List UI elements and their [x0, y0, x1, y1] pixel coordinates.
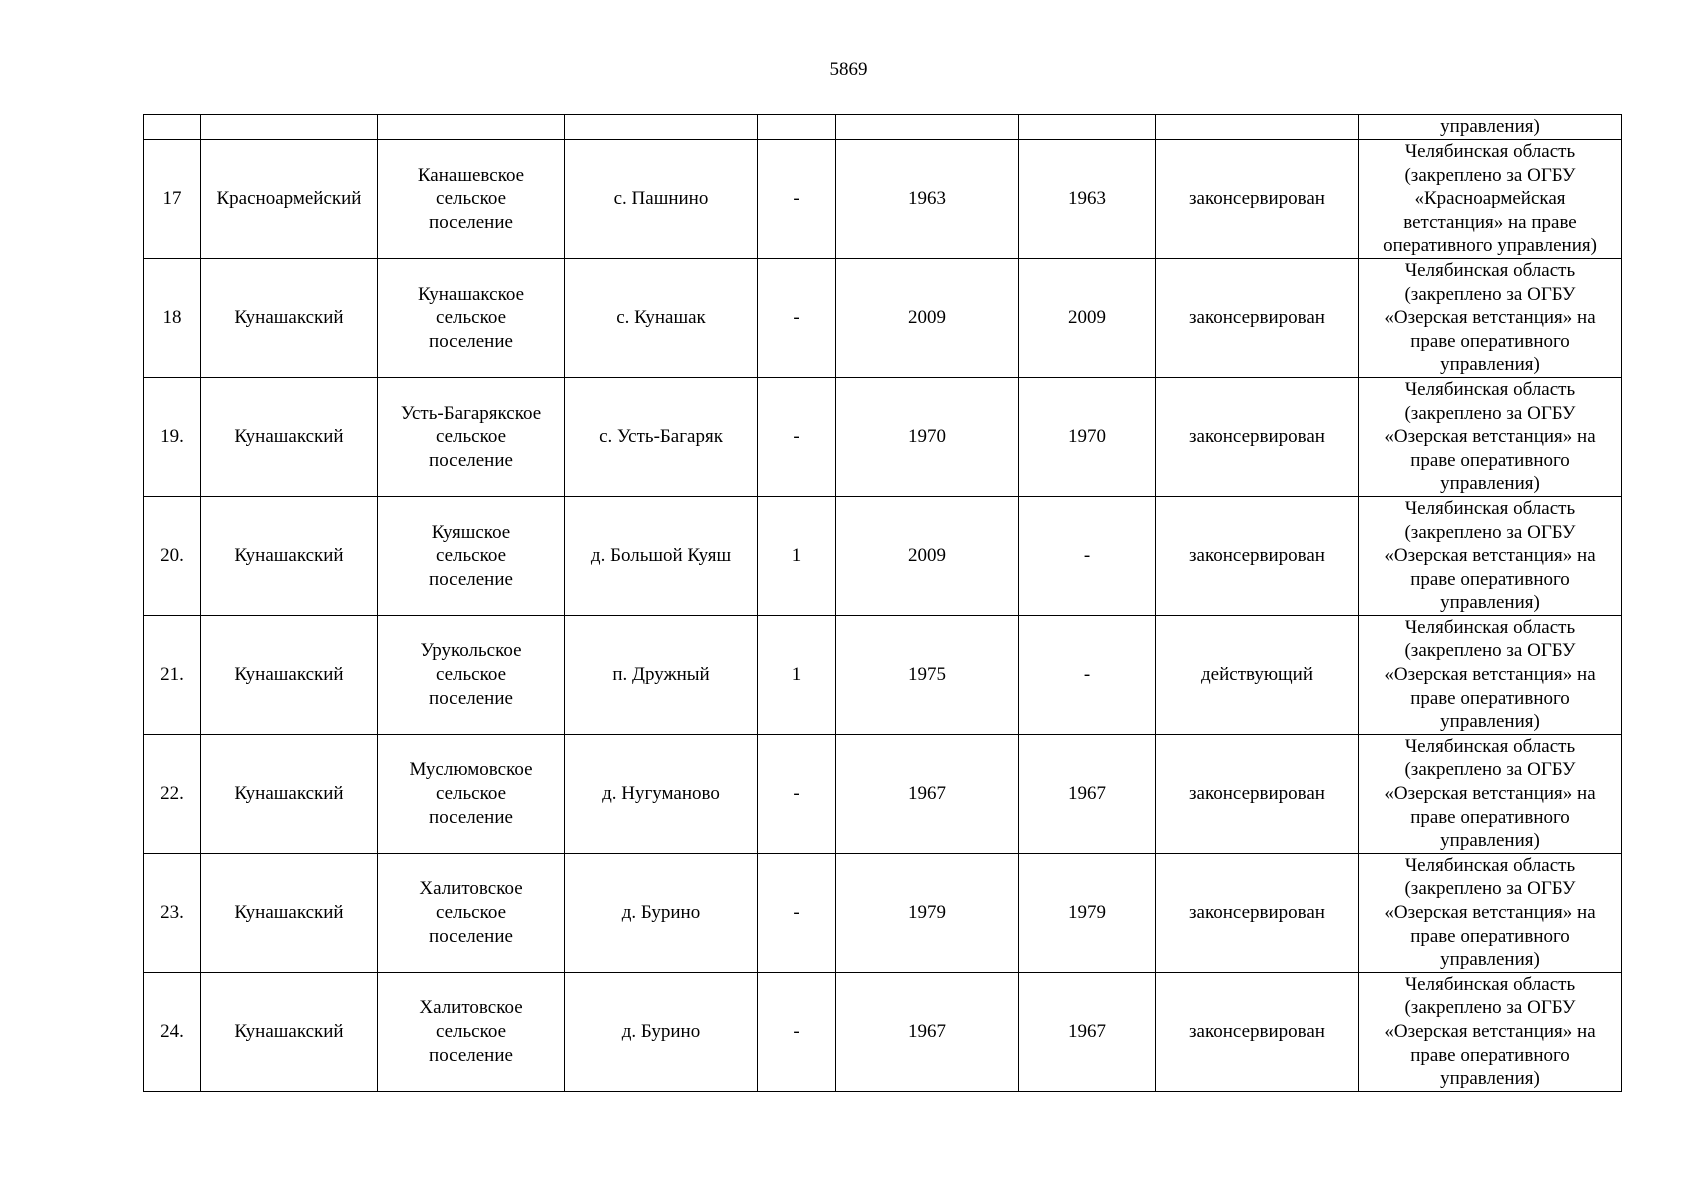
cont-cell: [836, 115, 1019, 140]
table-row: [144, 972, 1622, 1091]
cell-district: Кунашакский: [201, 258, 378, 377]
cell-status: законсервирован: [1156, 140, 1359, 259]
cell-num: 21.: [144, 615, 201, 734]
table-row: [144, 615, 1622, 734]
cell-year-built: 1979: [836, 853, 1019, 972]
cell-status: законсервирован: [1156, 853, 1359, 972]
cell-year-closed: -: [1019, 496, 1156, 615]
cell-settlement: Халитовское сельское поселение: [378, 972, 565, 1091]
cell-year-closed: 1967: [1019, 734, 1156, 853]
table-row: [144, 258, 1622, 377]
cell-count: -: [758, 140, 836, 259]
cont-cell: [144, 115, 201, 140]
cell-owner: Челябинская область (закреплено за ОГБУ «Озерская ветстанция» на праве оперативного управления): [1359, 496, 1622, 615]
table-row: [144, 496, 1622, 615]
cell-district: Кунашакский: [201, 377, 378, 496]
cell-year-built: 2009: [836, 258, 1019, 377]
cell-count: 1: [758, 615, 836, 734]
table-row: [144, 853, 1622, 972]
cell-count: 1: [758, 496, 836, 615]
cell-locality: д. Большой Куяш: [565, 496, 758, 615]
cell-num: 19.: [144, 377, 201, 496]
cell-owner: Челябинская область (закреплено за ОГБУ «Озерская ветстанция» на праве оперативного управления): [1359, 734, 1622, 853]
cell-status: действующий: [1156, 615, 1359, 734]
cell-year-closed: 1963: [1019, 140, 1156, 259]
cell-owner: Челябинская область (закреплено за ОГБУ «Озерская ветстанция» на праве оперативного управления): [1359, 377, 1622, 496]
cell-year-built: 1967: [836, 734, 1019, 853]
cell-year-built: 1975: [836, 615, 1019, 734]
cell-status: законсервирован: [1156, 377, 1359, 496]
cell-district: Кунашакский: [201, 734, 378, 853]
cont-cell: [758, 115, 836, 140]
cell-status: законсервирован: [1156, 496, 1359, 615]
cell-num: 23.: [144, 853, 201, 972]
cell-locality: с. Усть-Багаряк: [565, 377, 758, 496]
cell-district: Красноармейский: [201, 140, 378, 259]
cell-settlement: Кунашакское сельское поселение: [378, 258, 565, 377]
cell-num: 17: [144, 140, 201, 259]
cell-count: -: [758, 853, 836, 972]
cell-district: Кунашакский: [201, 972, 378, 1091]
cell-num: 22.: [144, 734, 201, 853]
cont-cell: [1019, 115, 1156, 140]
cell-year-closed: 1979: [1019, 853, 1156, 972]
cell-year-closed: 1967: [1019, 972, 1156, 1091]
cell-year-built: 2009: [836, 496, 1019, 615]
page-number: 5869: [829, 59, 868, 80]
records-table: [143, 114, 1622, 1092]
continuation-row: [144, 115, 1622, 140]
cell-count: -: [758, 377, 836, 496]
cell-locality: с. Кунашак: [565, 258, 758, 377]
cell-year-closed: 2009: [1019, 258, 1156, 377]
cell-status: законсервирован: [1156, 734, 1359, 853]
cell-district: Кунашакский: [201, 853, 378, 972]
cell-settlement: Усть-Багарякское сельское поселение: [378, 377, 565, 496]
cell-year-built: 1967: [836, 972, 1019, 1091]
cell-num: 18: [144, 258, 201, 377]
cell-district: Кунашакский: [201, 615, 378, 734]
table-row: [144, 377, 1622, 496]
cell-count: -: [758, 734, 836, 853]
cell-owner: Челябинская область (закреплено за ОГБУ «Красноармейская ветстанция» на праве оперативного управления): [1359, 140, 1622, 259]
cell-count: -: [758, 972, 836, 1091]
records-body: [144, 115, 1622, 1092]
cont-cell: [1156, 115, 1359, 140]
table-row: [144, 140, 1622, 259]
cell-num: 24.: [144, 972, 201, 1091]
cell-year-built: 1970: [836, 377, 1019, 496]
cell-year-closed: -: [1019, 615, 1156, 734]
cell-district: Кунашакский: [201, 496, 378, 615]
cell-locality: д. Бурино: [565, 972, 758, 1091]
cell-settlement: Канашевское сельское поселение: [378, 140, 565, 259]
cell-status: законсервирован: [1156, 972, 1359, 1091]
cell-settlement: Муслюмовское сельское поселение: [378, 734, 565, 853]
cell-locality: д. Нугуманово: [565, 734, 758, 853]
cont-cell: [201, 115, 378, 140]
cell-count: -: [758, 258, 836, 377]
table-row: [144, 734, 1622, 853]
cell-owner: Челябинская область (закреплено за ОГБУ «Озерская ветстанция» на праве оперативного управления): [1359, 972, 1622, 1091]
cont-owner-cell: управления): [1359, 115, 1622, 140]
cell-year-built: 1963: [836, 140, 1019, 259]
cell-owner: Челябинская область (закреплено за ОГБУ «Озерская ветстанция» на праве оперативного управления): [1359, 853, 1622, 972]
cell-settlement: Халитовское сельское поселение: [378, 853, 565, 972]
cont-cell: [378, 115, 565, 140]
cell-locality: с. Пашнино: [565, 140, 758, 259]
cell-locality: п. Дружный: [565, 615, 758, 734]
cell-owner: Челябинская область (закреплено за ОГБУ «Озерская ветстанция» на праве оперативного управления): [1359, 258, 1622, 377]
cell-year-closed: 1970: [1019, 377, 1156, 496]
cell-settlement: Куяшское сельское поселение: [378, 496, 565, 615]
cell-settlement: Урукольское сельское поселение: [378, 615, 565, 734]
cont-cell: [565, 115, 758, 140]
cell-status: законсервирован: [1156, 258, 1359, 377]
cell-owner: Челябинская область (закреплено за ОГБУ «Озерская ветстанция» на праве оперативного управления): [1359, 615, 1622, 734]
cell-locality: д. Бурино: [565, 853, 758, 972]
cell-num: 20.: [144, 496, 201, 615]
